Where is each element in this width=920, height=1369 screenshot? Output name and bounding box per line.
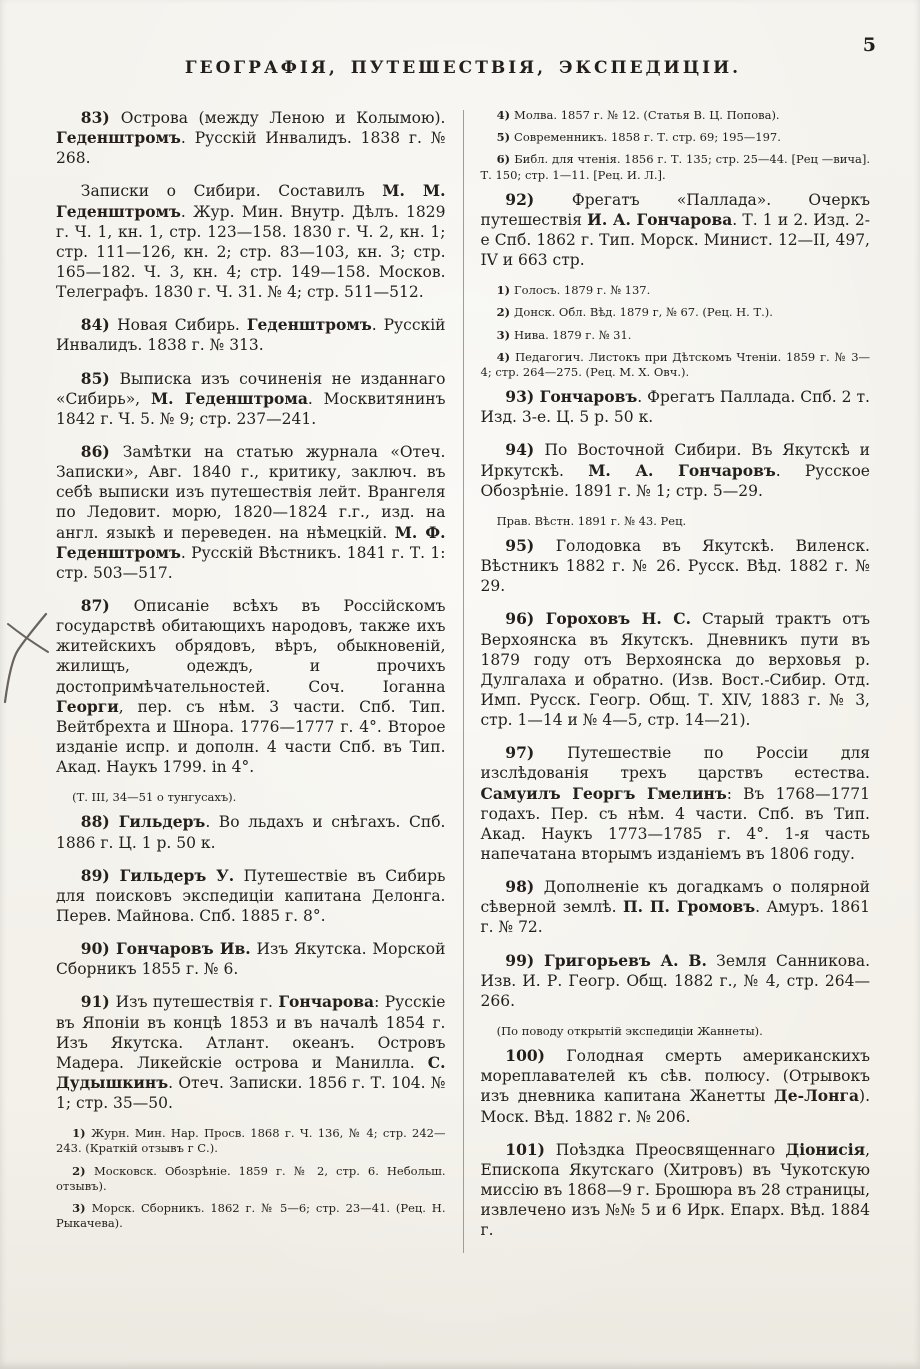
- footnote-entry: [481, 305, 871, 320]
- bib-entry: [56, 992, 446, 1113]
- entry-number: 98): [505, 877, 544, 897]
- entry-number: 94): [505, 440, 545, 460]
- author-name: Самуилъ Георгъ Гмелинъ: [480, 783, 727, 803]
- footnote-entry: [481, 152, 871, 182]
- entry-text: . Русскій Инвалидъ. 1838 г. № 268.: [56, 129, 446, 168]
- entry-text: Новая Сибирь.: [117, 316, 247, 335]
- bib-entry: [481, 536, 871, 596]
- footnote-entry: [481, 328, 871, 343]
- entry-number: 2): [496, 305, 515, 320]
- bib-entry: [56, 596, 446, 777]
- entry-number: 92): [505, 189, 572, 209]
- entry-text: Путешествіе въ Сибирь для поисковъ экспедиціи капитана Делонга. Перев. Майнова. Спб. 1885 г. 8°.: [56, 866, 446, 925]
- author-name: Діонисія: [785, 1139, 866, 1159]
- author-name: М. Ф. Геденштромъ: [56, 522, 446, 562]
- author-name: Де-Лонга: [774, 1086, 860, 1106]
- entry-text: Донск. Обл. Вѣд. 1879 г, № 67. (Рец. Н. Т.).: [514, 305, 773, 320]
- page-number: 5: [862, 34, 876, 56]
- author-name: Георги: [56, 696, 119, 716]
- entry-text: Нива. 1879 г. № 31.: [514, 327, 632, 342]
- entry-text: Путешествіе по Россіи для изслѣдованія трехъ царствъ естества.: [480, 744, 870, 783]
- entry-number: 95): [505, 535, 556, 555]
- entry-text: . Отеч. Записки. 1856 г. Т. 104. № 1; стр. 35—50.: [56, 1073, 446, 1113]
- entry-number: 85): [80, 368, 120, 388]
- entry-text: Морск. Сборникъ. 1862 г. № 5—6; стр. 23—41. (Рец. Н. Рыкачева).: [56, 1200, 446, 1231]
- bib-entry: [481, 877, 871, 937]
- entry-number: 100): [505, 1046, 567, 1066]
- entry-text: Выписка изъ сочиненія не изданнаго «Сибирь»,: [56, 369, 446, 408]
- bib-entry: [56, 369, 446, 429]
- entry-text: Дополненіе къ догадкамъ о полярной сѣверной землѣ.: [480, 878, 870, 917]
- author-name: М. Геденштрома: [150, 388, 308, 408]
- entry-text: Фрегатъ «Паллада». Очеркъ путешествія: [480, 190, 870, 229]
- entry-number: 90): [80, 939, 116, 959]
- footnote-entry: [481, 283, 871, 298]
- entry-text: Голосъ. 1879 г. № 137.: [514, 283, 651, 298]
- footnote-entry: [56, 790, 446, 805]
- bib-entry: [56, 812, 446, 852]
- bib-entry: [481, 440, 871, 500]
- entry-text: Острова (между Леною и Колымою).: [120, 109, 446, 127]
- entry-text: ). Моск. Вѣд. 1882 г. № 206.: [480, 1087, 870, 1126]
- entry-text: Земля Санникова. Изв. И. Р. Геогр. Общ. 1882 г., № 4, стр. 264—266.: [480, 951, 870, 1010]
- bib-entry: [56, 866, 446, 926]
- entry-number: 5): [496, 130, 515, 145]
- entry-text: Изъ Якутска. Морской Сборникъ 1855 г. № 6.: [56, 940, 446, 979]
- entry-text: Журн. Мин. Нар. Просв. 1868 г. Ч. 136, № 4; стр. 242—243. (Краткій отзывъ г С.).: [56, 1126, 446, 1156]
- entry-number: 93): [505, 387, 540, 407]
- author-name: Гончаровъ: [539, 387, 638, 407]
- footnote-entry: [56, 1126, 446, 1156]
- author-name: Геденштромъ: [56, 128, 181, 148]
- entry-number: 3): [72, 1200, 92, 1215]
- bib-entry: [481, 609, 871, 730]
- bib-entry: [56, 108, 446, 168]
- bib-entry: [481, 1140, 871, 1241]
- author-name: И. А. Гончарова: [587, 209, 733, 229]
- entry-text: . Фрегатъ Паллада. Спб. 2 т. Изд. 3-е. Ц. 5 р. 50 к.: [480, 388, 870, 427]
- entry-text: , пер. съ нѣм. 3 части. Спб. Тип. Вейтбрехта и Шнора. 1776—1777 г. 4°. Второе изданіе испр. и дополн. 4 части Спб. въ Тип. Акад. Наукъ 1799. in 4°.: [56, 697, 446, 777]
- entry-text: . Москвитянинъ 1842 г. Ч. 5. № 9; стр. 237—241.: [56, 389, 446, 428]
- entry-text: . Русскій Инвалидъ. 1838 г. № 313.: [56, 316, 446, 355]
- entry-text: : Русскіе въ Японіи въ концѣ 1853 и въ началѣ 1854 г. Изъ Якутска. Атлант. океанъ. Островъ Мадера. Ликейскіе острова и Манилла.: [56, 993, 446, 1072]
- footnote-entry: [481, 350, 871, 380]
- entry-text: Поѣздка Преосвященнаго: [555, 1140, 786, 1159]
- entry-text: Молва. 1857 г. № 12. (Статья В. Ц. Попова).: [514, 108, 780, 122]
- entry-number: 2): [72, 1163, 94, 1178]
- author-name: М. М. Геденштромъ: [56, 181, 446, 221]
- entry-text: Прав. Вѣстн. 1891 г. № 43. Рец.: [496, 513, 687, 528]
- entry-text: . Во льдахъ и снѣгахъ. Спб. 1886 г. Ц. 1 р. 50 к.: [56, 813, 446, 852]
- footnote-entry: [481, 1024, 871, 1039]
- entry-text: Замѣтки на статью журнала «Отеч. Записки», Авг. 1840 г., критику, заключ. въ себѣ выписки изъ путешествія лейт. Врангеля по Ледовит. морю, 1820—1824 г.г., изд. на англ. языкѣ и переведен. на нѣмецкій.: [56, 442, 446, 542]
- entry-text: . Жур. Мин. Внутр. Дѣлъ. 1829 г. Ч. 1, кн. 1, стр. 123—158. 1830 г. Ч. 2, кн. 1; стр. 111—126, кн. 2; стр. 83—103, кн. 3; стр. 165—182. Ч. 3, кн. 4; стр. 149—158. Москов. Телеграфъ. 1830 г. Ч. 31. № 4; стр. 511—512.: [56, 202, 446, 302]
- entry-number: 88): [80, 812, 119, 832]
- entry-number: 4): [496, 349, 516, 364]
- bib-entry: [56, 442, 446, 583]
- entry-number: 91): [80, 992, 116, 1012]
- entry-text: . Т. 1 и 2. Изд. 2-е Спб. 1862 г. Тип. Морск. Минист. 12—II, 497, IV и 663 стр.: [480, 210, 870, 270]
- entry-text: Педагогич. Листокъ при Дѣтскомъ Чтеніи. 1859 г. № 3—4; стр. 264—275. (Рец. М. Х. Овч.).: [480, 349, 871, 379]
- entry-text: . Русскій Вѣстникъ. 1841 г. Т. 1: стр. 503—517.: [56, 543, 446, 582]
- footnote-entry: [56, 1201, 446, 1231]
- author-name: Гильдеръ У.: [119, 865, 235, 885]
- entry-text: Голодовка въ Якутскѣ. Виленск. Вѣстникъ 1882 г. № 26. Русск. Вѣд. 1882 г. № 29.: [480, 536, 870, 596]
- bib-entry: [481, 951, 871, 1011]
- entry-number: 86): [80, 441, 123, 461]
- entry-text: Записки о Сибири. Составилъ: [80, 182, 383, 201]
- author-name: С. Дудышкинъ: [56, 1052, 446, 1092]
- entry-text: , Епископа Якутскаго (Хитровъ) въ Чукотскую миссію въ 1868—9 г. Брошюра въ 28 страницы, извлечено изъ №№ 5 и 6 Ирк. Епарх. Вѣд. 1884 г.: [480, 1140, 870, 1240]
- left-column: [56, 108, 463, 1253]
- author-name: М. А. Гончаровъ: [588, 460, 776, 480]
- entry-number: 84): [80, 315, 118, 335]
- author-name: Григорьевъ А. В.: [544, 950, 707, 970]
- author-name: П. П. Громовъ: [622, 897, 756, 917]
- footnote-entry: [56, 1164, 446, 1194]
- entry-text: Библ. для чтенія. 1856 г. Т. 135; стр. 25—44. [Рец —вича]. Т. 150; стр. 1—11. [Рец. И. Л.].: [480, 152, 870, 182]
- entry-text: . Амуръ. 1861 г. № 72.: [480, 898, 871, 937]
- entry-text: По Восточной Сибири. Въ Якутскѣ и Иркутскѣ.: [480, 441, 870, 480]
- bib-entry: [56, 181, 446, 302]
- author-name: Гончаровъ Ив.: [115, 939, 251, 959]
- bib-entry: [56, 315, 446, 355]
- entry-text: Современникъ. 1858 г. Т. стр. 69; 195—197.: [514, 130, 781, 145]
- bib-entry: [481, 190, 871, 271]
- entry-text: Московск. Обозрѣніе. 1859 г. № 2, стр. 6. Небольш. отзывъ).: [56, 1163, 446, 1193]
- page-title: ГЕОГРАФІЯ, ПУТЕШЕСТВІЯ, ЭКСПЕДИЦІИ.: [184, 58, 742, 78]
- author-name: Гончарова: [278, 992, 375, 1012]
- entry-text: (По поводу открытій экспедиціи Жаннеты).: [496, 1023, 763, 1038]
- entry-number: 99): [505, 950, 544, 970]
- entry-number: 101): [505, 1139, 556, 1159]
- entry-number: 6): [496, 152, 515, 167]
- entry-number: 89): [80, 865, 120, 885]
- entry-number: 4): [496, 108, 515, 122]
- author-name: Гороховъ Н. С.: [545, 609, 691, 629]
- entry-number: 1): [496, 283, 515, 298]
- entry-number: 97): [505, 743, 568, 763]
- bib-entry: [481, 387, 871, 427]
- footnote-entry: [481, 130, 871, 145]
- handwritten-x-mark: [2, 610, 54, 706]
- right-column: [464, 108, 871, 1253]
- entry-text: Изъ путешествія г.: [115, 993, 279, 1012]
- entry-text: Описаніе всѣхъ въ Россійскомъ государствѣ обитающихъ народовъ, также ихъ житейскихъ обрядовъ, вѣръ, обыкновеній, жилищъ, одеждъ, и прочихъ достопримѣчательностей. Соч. Іоганна: [56, 596, 446, 696]
- footnote-entry: [481, 108, 871, 123]
- entry-number: 96): [505, 609, 546, 629]
- bib-entry: [481, 743, 871, 864]
- author-name: Геденштромъ: [246, 315, 372, 335]
- bib-entry: [481, 1046, 871, 1127]
- footnote-entry: [481, 514, 871, 529]
- entry-text: (Т. III, 34—51 о тунгусахъ).: [72, 790, 237, 805]
- bib-entry: [56, 939, 446, 979]
- entry-number: 87): [80, 595, 134, 615]
- entry-number: 3): [496, 327, 515, 342]
- entry-text: Старый трактъ отъ Верхоянска въ Якутскъ. Дневникъ пути въ 1879 году отъ Верхоянска до верховья р. Дулгалаха и обратно. (Изв. Вост.-Сибир. Отд. Имп. Русск. Геогр. Общ. Т. XIV, 1883 г. № 3, стр. 1—14 и № 4—5, стр. 14—21).: [480, 610, 870, 730]
- entry-number: 1): [72, 1126, 92, 1141]
- entry-text: : Въ 1768—1771 годахъ. Пер. съ нѣм. 4 части. Спб. въ Тип. Акад. Наукъ 1773—1785 г. 4°. 1-я часть напечатана вторымъ изданіемъ въ 1806 году.: [480, 784, 870, 863]
- two-column-layout: [56, 108, 870, 1253]
- entry-text: . Русское Обозрѣніе. 1891 г. № 1; стр. 5—29.: [480, 461, 870, 500]
- author-name: Гильдеръ: [118, 812, 206, 832]
- entry-number: 83): [80, 108, 121, 127]
- entry-text: Голодная смерть американскихъ мореплавателей къ сѣв. полюсу. (Отрывокъ изъ дневника капитана Жанетты: [480, 1047, 870, 1106]
